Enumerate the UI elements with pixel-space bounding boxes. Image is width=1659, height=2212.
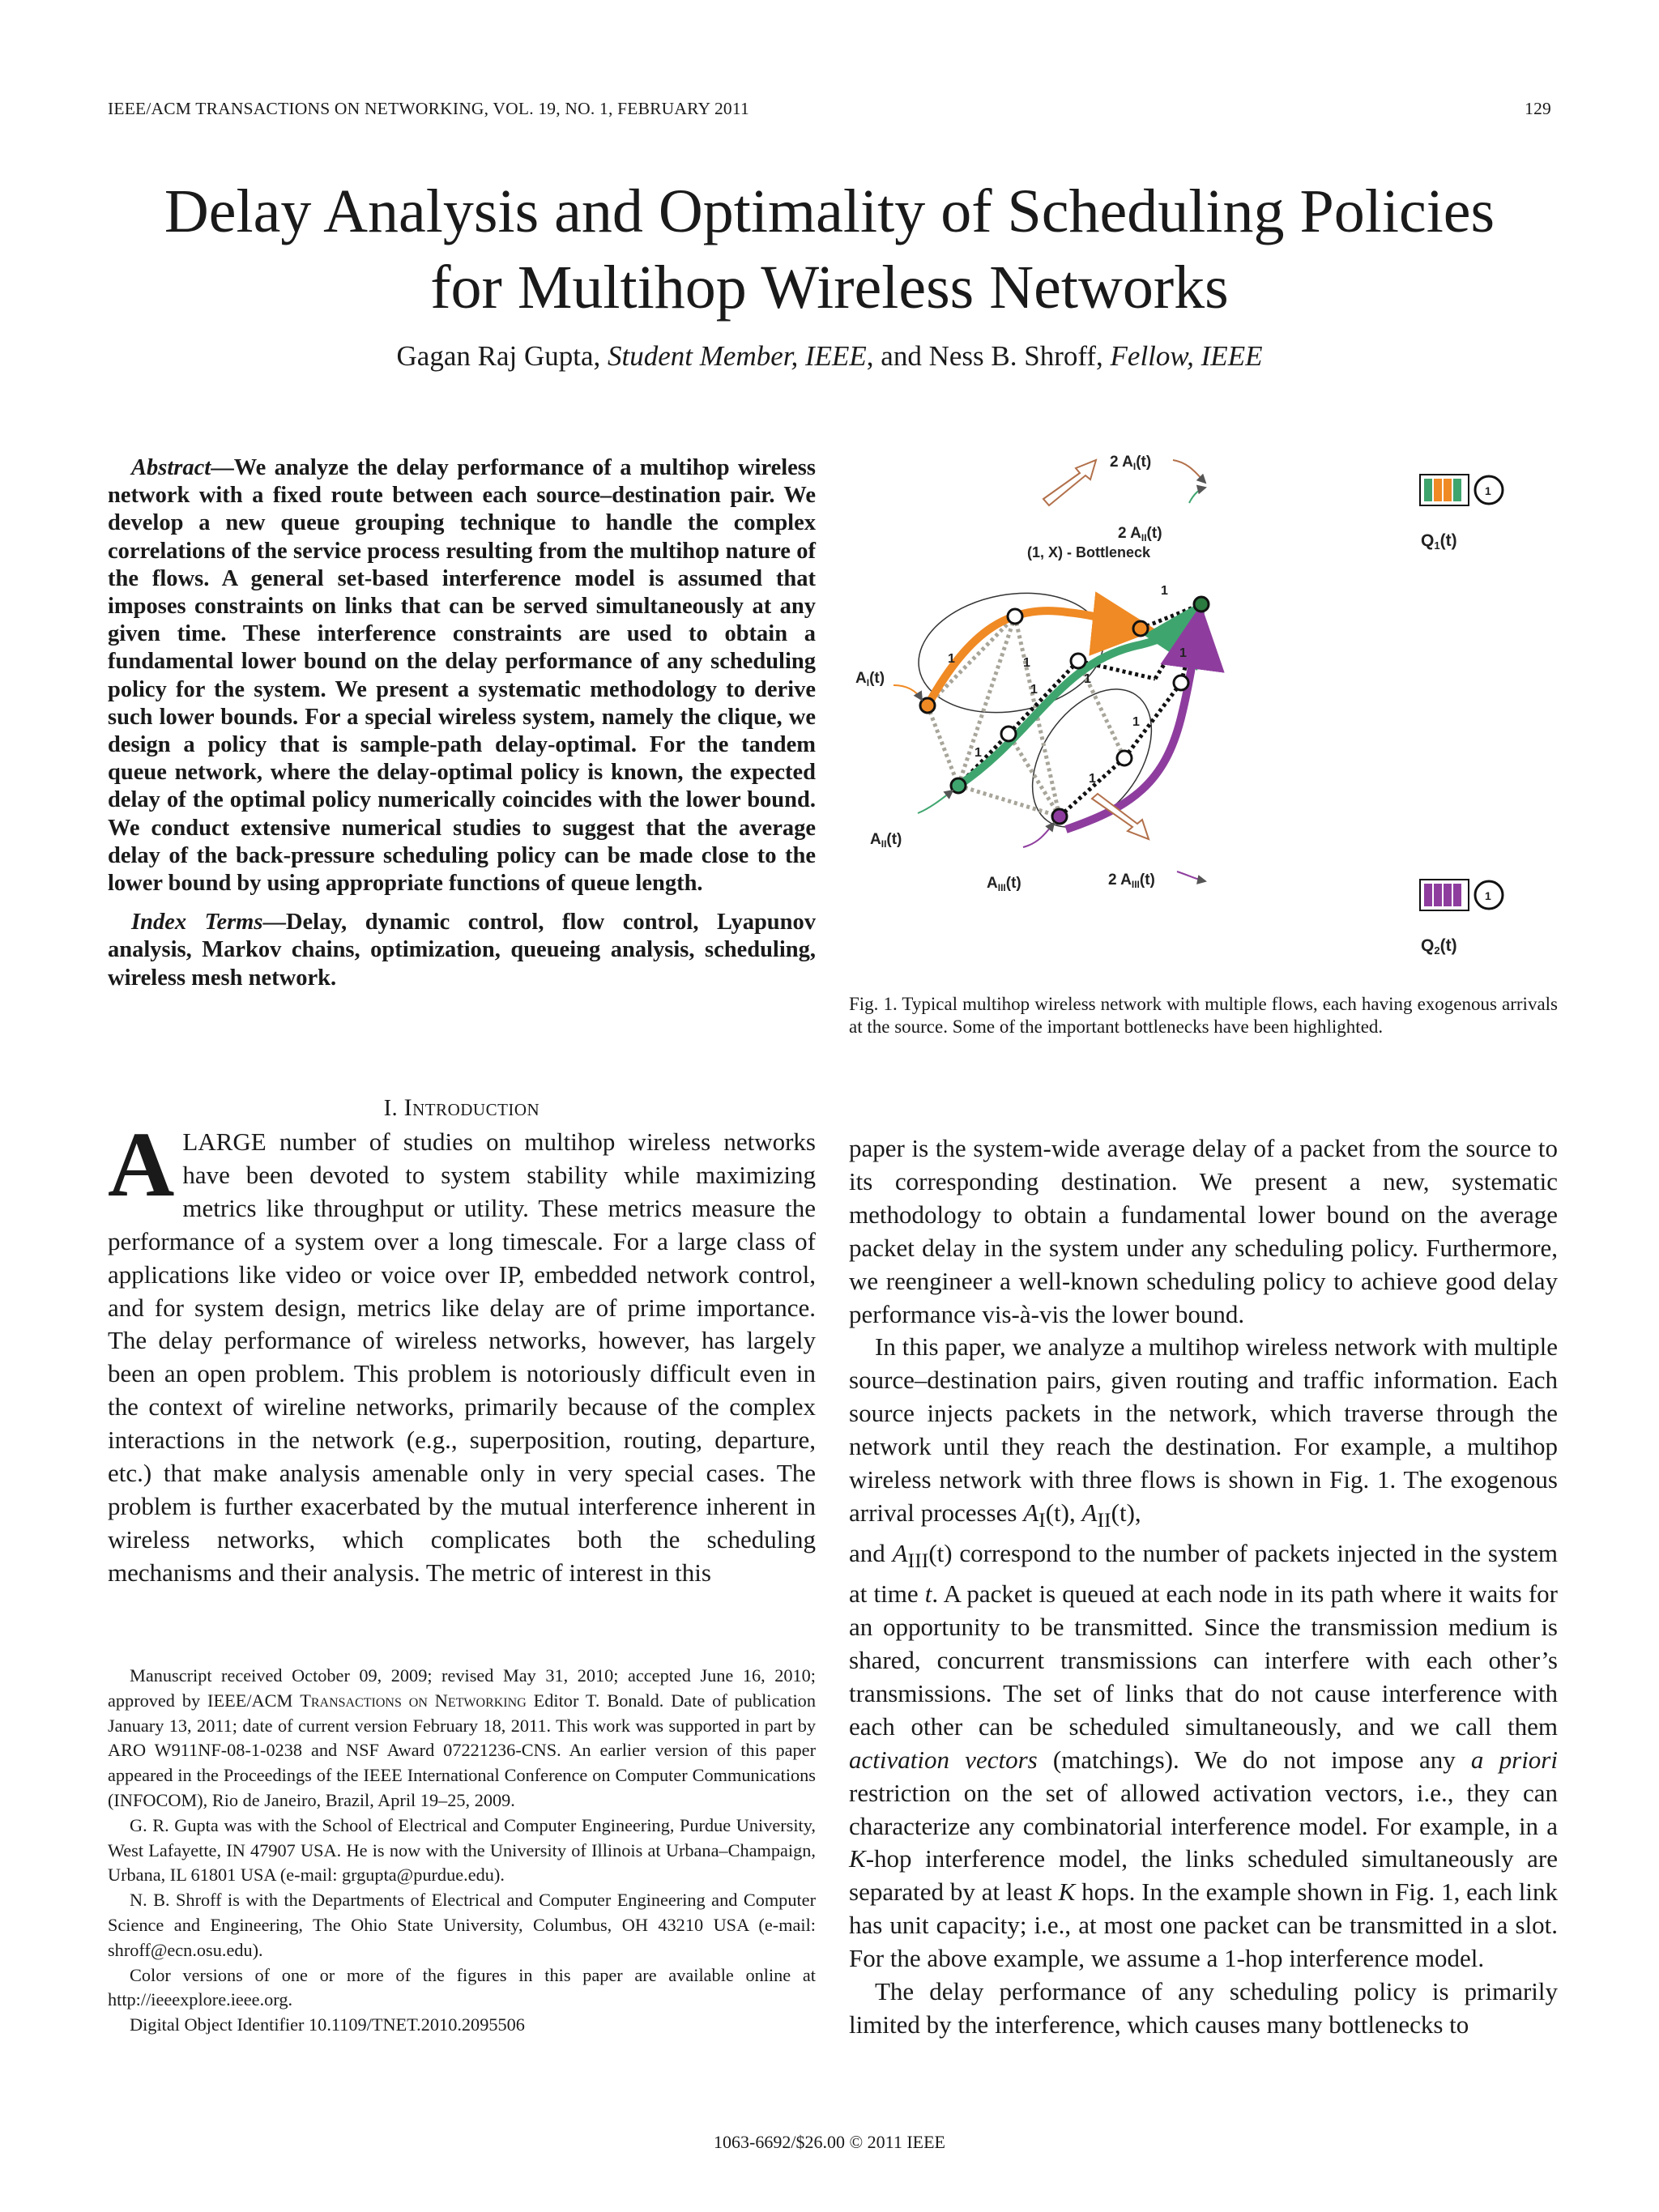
index-terms-text: —Delay, dynamic control, flow control, Lyapunov analysis, Markov chains, optimization, queueing analysis, scheduling, wireless mesh network. xyxy=(108,910,817,991)
author-1-role: Student Member, IEEE xyxy=(608,340,867,372)
q1-input-arrow-a xyxy=(1173,460,1205,483)
label-A-III: $A_{III}(t)$ xyxy=(987,875,1021,893)
node-destination xyxy=(1194,597,1209,612)
node-source-III xyxy=(1052,809,1067,824)
section-title: Introduction xyxy=(403,1094,540,1121)
intro-left-text: number of studies on multihop wireless networks have been devoted to system stability while maximizing metrics like throughput or utility. These metrics measure the performance of a system over a long timescale. For a large class of applications like video or voice over IP, embedded network control, and for system design, metrics like delay are of prime importance. The delay performance of wireless networks, however, has largely been an open problem. This problem is notoriously difficult even in the context of wireline networks, primarily because of the complex interactions in the network (e.g., superposition, routing, departure, etc.) that make analysis amenable only in very special cases. The problem is further exacerbated by the mutual interference inherent in wireless networks, which complicates both the scheduling mechanisms and their analysis. The metric of interest in this xyxy=(108,1127,816,1587)
bottleneck-ellipse-top xyxy=(909,579,1113,727)
footnote-author-1: G. R. Gupta was with the School of Electrical and Computer Engineering, Purdue University, West Lafayette, IN 47907 USA. He is now with the University of Illinois at Urbana–Champaign, Urbana, IL 61801 USA (e-mail: grgupta@purdue.edu). xyxy=(108,1814,816,1886)
running-head xyxy=(108,99,1551,119)
svg-text:1: 1 xyxy=(1089,772,1096,786)
label-A-I: $A_I(t)$ xyxy=(855,670,885,688)
term-a-priori: a priori xyxy=(1470,1745,1558,1774)
node xyxy=(1008,609,1022,624)
intro-paragraph xyxy=(108,1113,816,1590)
label-Q2: Q2(t) xyxy=(1421,936,1457,957)
author-2: Ness B. Shroff xyxy=(928,340,1097,372)
abstract-paragraph xyxy=(108,454,816,897)
q2-input-arrow xyxy=(1177,872,1205,881)
intro-paragraph-3: The delay performance of any scheduling policy is primarily limited by the interference, which causes many bottlenecks to xyxy=(849,1977,1558,2039)
arrival-arrow-II xyxy=(918,791,953,813)
title-line-1: Delay Analysis and Optimality of Scheduling Policies xyxy=(164,177,1495,245)
paper-title xyxy=(81,173,1578,326)
footnote-manuscript: Manuscript received October 09, 2009; revised May 31, 2010; accepted June 16, 2010; approved by IEEE/ACM Transactions on Networking Editor T. Bonald. Date of publication January 13, 2011; date of current version February 18, 2011. This work was supported in part by ARO W911NF-08-1-0238 and NSF Award 07221236-CNS. An earlier version of this paper appeared in the Proceedings of the IEEE International Conference on Computer Communications (INFOCOM), Rio de Janeiro, Brazil, April 19–25, 2009. xyxy=(108,1665,816,1810)
journal-name: IEEE/ACM TRANSACTIONS ON NETWORKING, VOL. 19, NO. 1, FEBRUARY 2011 xyxy=(108,99,749,118)
index-terms-label: Index Terms xyxy=(131,910,263,936)
label-2A-III: 2 $A_{III}(t)$ xyxy=(1108,872,1155,890)
footnotes xyxy=(108,1664,816,2038)
node-source-I xyxy=(920,698,935,713)
term-activation-vectors: activation vectors xyxy=(849,1745,1038,1774)
intro-right-column xyxy=(849,1132,1558,2042)
node xyxy=(1001,727,1016,741)
node xyxy=(1071,654,1085,668)
svg-text:1: 1 xyxy=(1084,672,1091,686)
svg-text:1: 1 xyxy=(1161,584,1168,598)
svg-text:1: 1 xyxy=(1132,715,1140,729)
drop-cap: A xyxy=(108,1113,175,1216)
footnote-author-2: N. B. Shroff is with the Departments of Electrical and Computer Engineering and Computer Science and Engineering, The Ohio State University, Columbus, OH 43210 USA (e-mail: shroff@ecn.osu.edu). xyxy=(108,1890,816,1960)
author-line: Gagan Raj Gupta, Student Member, IEEE, and Ness B. Shroff, Fellow, IEEE xyxy=(396,340,1263,372)
page-footer: 1063-6692/$26.00 © 2011 IEEE xyxy=(714,2132,945,2152)
intro-left-column xyxy=(108,1113,816,1590)
svg-text:1: 1 xyxy=(975,746,982,760)
author-2-role: Fellow, IEEE xyxy=(1110,340,1263,372)
block-arrow-up xyxy=(1043,460,1096,505)
section-number: I. xyxy=(383,1096,399,1121)
bottleneck-label: (1, X) - Bottleneck xyxy=(1027,544,1151,560)
figure-network-diagram xyxy=(849,442,1562,961)
intro-paragraph-2: In this paper, we analyze a multihop wireless network with multiple source–destination pairs, given routing and traffic information. Each source injects packets in the network, which traverse through the network until they reach the destination. For example, a multihop wireless network with three flows is shown in Fig. 1. The exogenous arrival processes $A_I(t)$, $A_{II}(t)$, and $A_{III}(t)$ correspond to the number of packets injected in the system at time t. A packet is queued at each node in its path where it waits for an opportunity to be transmitted. Since the transmission medium is shared, concurrent transmissions can interfere with each other’s transmissions. The set of links that do not cause interference with each other can be scheduled simultaneously, and we call them activation vectors (matchings). We do not impose any a priori restriction on the set of allowed activation vectors, i.e., they can characterize any combinatorial interference model. For example, in a K-hop interference model, the links scheduled simultaneously are separated by at least K hops. In the example shown in Fig. 1, each link has unit capacity; i.e., at most one packet can be transmitted in a slot. For the above example, we assume a 1-hop interference model. xyxy=(849,1332,1559,1973)
author-1: Gagan Raj Gupta xyxy=(396,340,594,372)
queue-Q1-server: 1 xyxy=(1485,484,1491,497)
queue-Q1 xyxy=(1420,475,1503,552)
arrival-arrow-I xyxy=(893,685,922,700)
svg-text:1: 1 xyxy=(1023,656,1030,670)
label-2A-II: 2 $A_{II}(t)$ xyxy=(1118,525,1162,543)
svg-text:1: 1 xyxy=(1179,646,1187,660)
svg-text:1: 1 xyxy=(1030,683,1038,697)
first-word: LARGE xyxy=(182,1127,267,1156)
arrival-arrow-III xyxy=(1023,823,1054,847)
label-2A-I: 2 $A_I(t)$ xyxy=(1110,454,1152,472)
index-terms xyxy=(108,909,816,992)
node-source-II xyxy=(951,778,966,793)
queue-Q2 xyxy=(1420,880,1503,957)
label-Q1: Q1(t) xyxy=(1421,531,1457,552)
node xyxy=(1174,676,1188,690)
node-relay-orange xyxy=(1133,621,1148,636)
node xyxy=(1117,751,1132,765)
footnote-doi: Digital Object Identifier 10.1109/TNET.2010.2095506 xyxy=(130,2014,525,2035)
author-conjunction: and xyxy=(881,340,922,372)
abstract-text: —We analyze the delay performance of a multihop wireless network with a fixed route between each source–destination pair. We develop a new queue grouping technique to handle the complex correlations of the service process resulting from the multihop nature of the flows. A general set-based interference model is assumed that imposes constraints on links that can be served simultaneously at any given time. These interference constraints are used to obtain a fundamental lower bound on the delay performance of any scheduling policy for the system. We present a systematic methodology to derive such lower bounds. For a special wireless system, namely the clique, we design a policy that is sample-path delay-optimal. For the tandem queue network, where the delay-optimal policy is known, the expected delay of the optimal policy numerically coincides with the lower bound. We conduct extensive numerical studies to suggest that the average delay of the back-pressure scheduling policy can be made close to the lower bound by using appropriate functions of queue length. xyxy=(108,455,816,897)
svg-text:1: 1 xyxy=(948,652,955,666)
queue-Q2-server: 1 xyxy=(1485,889,1491,902)
abstract-label: Abstract xyxy=(131,455,211,480)
label-A-II: $A_{II}(t)$ xyxy=(870,831,902,850)
intro-paragraph-continued: paper is the system-wide average delay of a packet from the source to its corresponding destination. We present a new, systematic methodology to obtain a fundamental lower bound on the average packet delay in the system under any scheduling policy. Furthermore, we reengineer a well-known scheduling policy to achieve good delay performance vis-à-vis the lower bound. xyxy=(849,1134,1558,1328)
section-heading xyxy=(108,1094,816,1122)
abstract xyxy=(108,454,816,992)
q1-input-arrow-b xyxy=(1189,488,1205,503)
title-line-2: for Multihop Wireless Networks xyxy=(430,254,1229,322)
footnote-color: Color versions of one or more of the figures in this paper are available online at http://ieeexplore.ieee.org. xyxy=(108,1964,816,2010)
page-number: 129 xyxy=(1525,99,1551,118)
figure-caption: Fig. 1. Typical multihop wireless network with multiple flows, each having exogenous arrivals at the source. Some of the important bottlenecks have been highlighted. xyxy=(849,994,1558,1037)
